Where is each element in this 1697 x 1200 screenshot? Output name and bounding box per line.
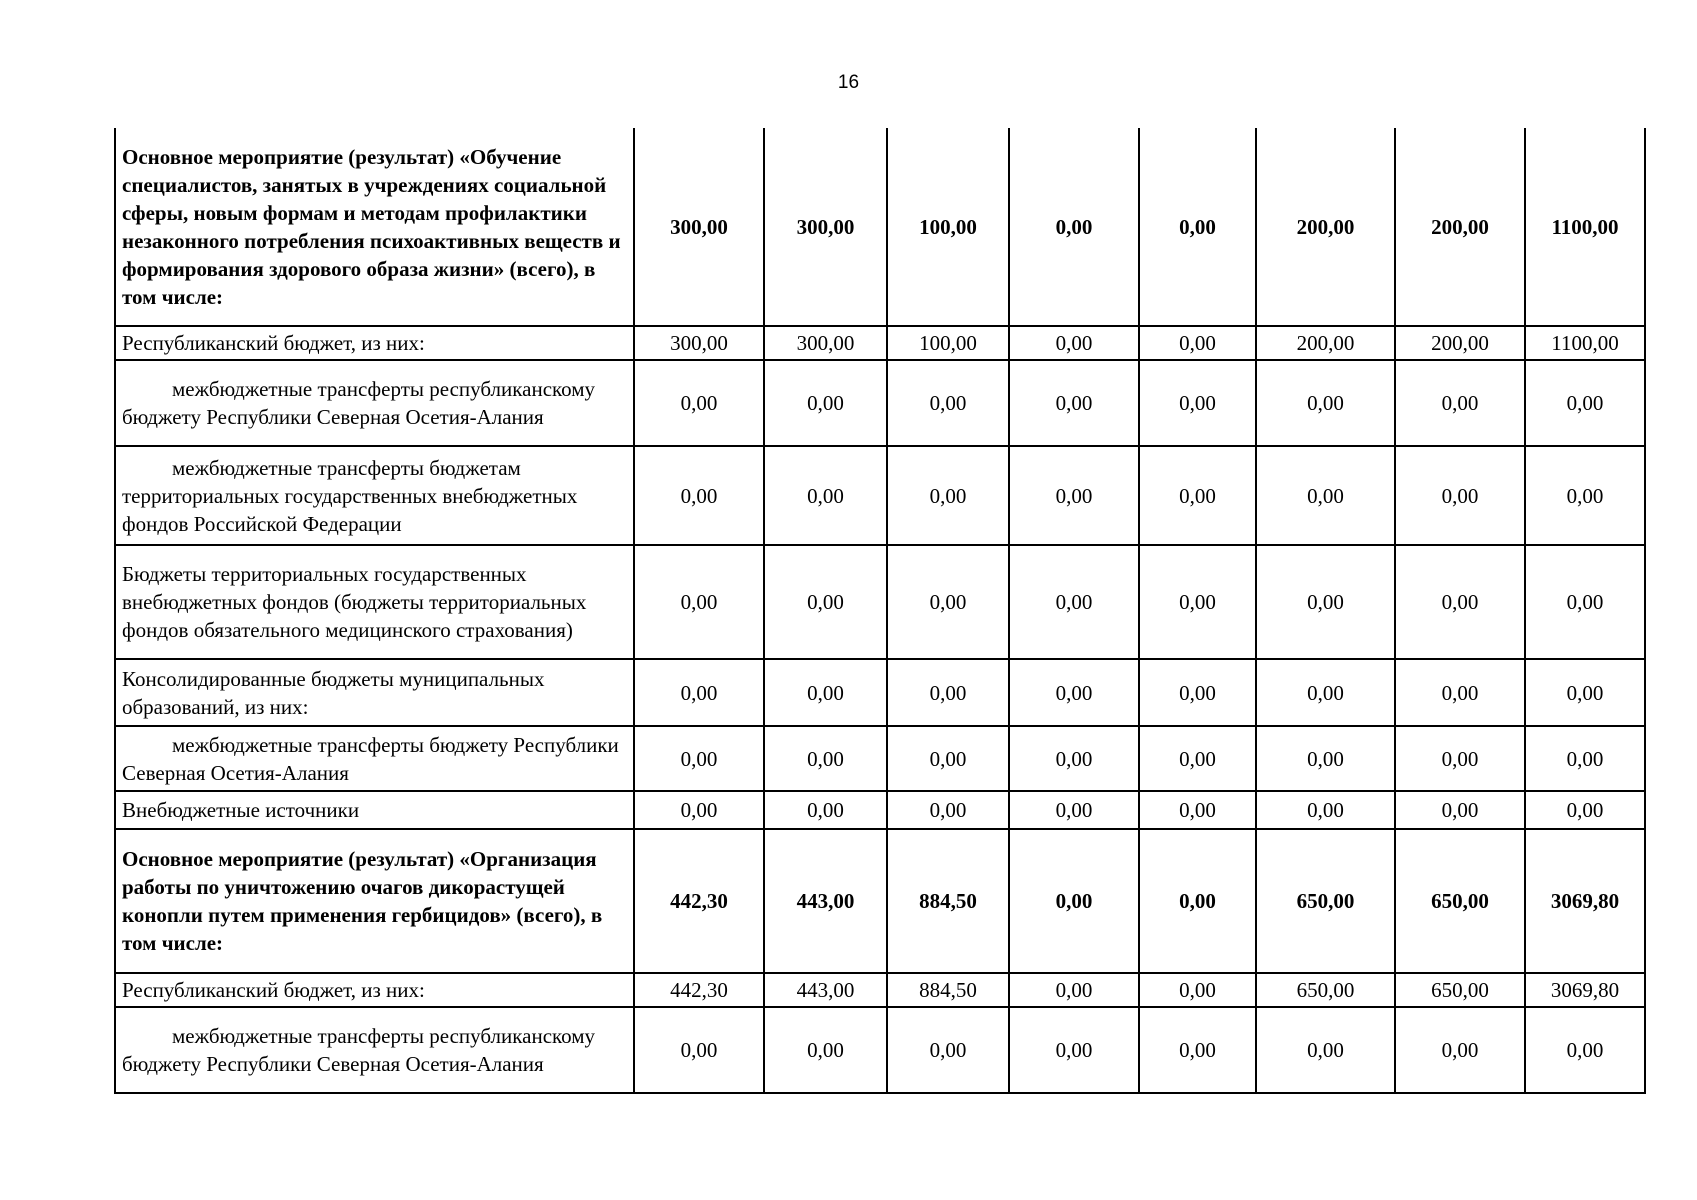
value-cell-5: 0,00 bbox=[1139, 326, 1256, 360]
value-cell-1: 300,00 bbox=[634, 128, 764, 326]
value-cell-7: 0,00 bbox=[1395, 545, 1525, 659]
table-row bbox=[115, 446, 1645, 545]
value-cell-8: 0,00 bbox=[1525, 545, 1645, 659]
value-cell-1: 0,00 bbox=[634, 360, 764, 446]
row-label: Основное мероприятие (результат) «Обучение специалистов, занятых в учреждениях социальной сферы, новым формам и методам профилактики незаконного потребления психоактивных веществ и формирования здорового образа жизни» (всего), в том числе: bbox=[115, 128, 634, 326]
value-cell-7: 0,00 bbox=[1395, 446, 1525, 545]
table-row bbox=[115, 973, 1645, 1007]
row-label: межбюджетные трансферты республиканскому бюджету Республики Северная Осетия-Алания bbox=[115, 1007, 634, 1093]
value-cell-8: 0,00 bbox=[1525, 726, 1645, 791]
value-cell-8: 1100,00 bbox=[1525, 326, 1645, 360]
value-cell-2: 0,00 bbox=[764, 791, 887, 829]
row-label: Республиканский бюджет, из них: bbox=[115, 326, 634, 360]
value-cell-4: 0,00 bbox=[1009, 360, 1139, 446]
value-cell-5: 0,00 bbox=[1139, 1007, 1256, 1093]
value-cell-5: 0,00 bbox=[1139, 446, 1256, 545]
table-row bbox=[115, 360, 1645, 446]
value-cell-1: 0,00 bbox=[634, 545, 764, 659]
table-row bbox=[115, 726, 1645, 791]
value-cell-2: 300,00 bbox=[764, 326, 887, 360]
value-cell-6: 200,00 bbox=[1256, 326, 1395, 360]
value-cell-1: 0,00 bbox=[634, 791, 764, 829]
value-cell-8: 0,00 bbox=[1525, 791, 1645, 829]
value-cell-3: 100,00 bbox=[887, 128, 1009, 326]
value-cell-3: 884,50 bbox=[887, 973, 1009, 1007]
value-cell-2: 0,00 bbox=[764, 659, 887, 726]
value-cell-2: 443,00 bbox=[764, 973, 887, 1007]
value-cell-6: 650,00 bbox=[1256, 829, 1395, 973]
value-cell-5: 0,00 bbox=[1139, 128, 1256, 326]
value-cell-6: 200,00 bbox=[1256, 128, 1395, 326]
value-cell-7: 0,00 bbox=[1395, 1007, 1525, 1093]
funding-table bbox=[114, 128, 1646, 1094]
value-cell-7: 0,00 bbox=[1395, 791, 1525, 829]
value-cell-6: 0,00 bbox=[1256, 726, 1395, 791]
table-row bbox=[115, 829, 1645, 973]
value-cell-1: 0,00 bbox=[634, 659, 764, 726]
value-cell-4: 0,00 bbox=[1009, 791, 1139, 829]
row-label: Бюджеты территориальных государственных внебюджетных фондов (бюджеты территориальных фондов обязательного медицинского страхования) bbox=[115, 545, 634, 659]
value-cell-2: 0,00 bbox=[764, 360, 887, 446]
value-cell-2: 0,00 bbox=[764, 1007, 887, 1093]
table-row bbox=[115, 128, 1645, 326]
value-cell-8: 0,00 bbox=[1525, 1007, 1645, 1093]
value-cell-3: 0,00 bbox=[887, 659, 1009, 726]
value-cell-3: 0,00 bbox=[887, 446, 1009, 545]
value-cell-8: 1100,00 bbox=[1525, 128, 1645, 326]
value-cell-3: 0,00 bbox=[887, 791, 1009, 829]
value-cell-4: 0,00 bbox=[1009, 326, 1139, 360]
value-cell-8: 0,00 bbox=[1525, 659, 1645, 726]
value-cell-8: 0,00 bbox=[1525, 360, 1645, 446]
table-body bbox=[115, 128, 1645, 1093]
value-cell-2: 0,00 bbox=[764, 726, 887, 791]
value-cell-5: 0,00 bbox=[1139, 791, 1256, 829]
value-cell-4: 0,00 bbox=[1009, 726, 1139, 791]
value-cell-5: 0,00 bbox=[1139, 726, 1256, 791]
value-cell-4: 0,00 bbox=[1009, 1007, 1139, 1093]
value-cell-5: 0,00 bbox=[1139, 659, 1256, 726]
value-cell-4: 0,00 bbox=[1009, 829, 1139, 973]
value-cell-6: 0,00 bbox=[1256, 659, 1395, 726]
value-cell-6: 0,00 bbox=[1256, 360, 1395, 446]
value-cell-8: 3069,80 bbox=[1525, 973, 1645, 1007]
value-cell-3: 0,00 bbox=[887, 1007, 1009, 1093]
value-cell-1: 0,00 bbox=[634, 726, 764, 791]
value-cell-8: 3069,80 bbox=[1525, 829, 1645, 973]
value-cell-7: 0,00 bbox=[1395, 360, 1525, 446]
value-cell-6: 650,00 bbox=[1256, 973, 1395, 1007]
value-cell-4: 0,00 bbox=[1009, 128, 1139, 326]
value-cell-1: 0,00 bbox=[634, 446, 764, 545]
row-label: межбюджетные трансферты республиканскому бюджету Республики Северная Осетия-Алания bbox=[115, 360, 634, 446]
value-cell-4: 0,00 bbox=[1009, 446, 1139, 545]
value-cell-7: 0,00 bbox=[1395, 659, 1525, 726]
value-cell-8: 0,00 bbox=[1525, 446, 1645, 545]
value-cell-5: 0,00 bbox=[1139, 973, 1256, 1007]
value-cell-6: 0,00 bbox=[1256, 446, 1395, 545]
value-cell-7: 200,00 bbox=[1395, 128, 1525, 326]
value-cell-3: 0,00 bbox=[887, 726, 1009, 791]
value-cell-6: 0,00 bbox=[1256, 545, 1395, 659]
row-label: Консолидированные бюджеты муниципальных образований, из них: bbox=[115, 659, 634, 726]
table-row bbox=[115, 326, 1645, 360]
value-cell-3: 0,00 bbox=[887, 545, 1009, 659]
value-cell-2: 300,00 bbox=[764, 128, 887, 326]
table-row bbox=[115, 1007, 1645, 1093]
row-label: Основное мероприятие (результат) «Организация работы по уничтожению очагов дикорастущей конопли путем применения гербицидов» (всего), в том числе: bbox=[115, 829, 634, 973]
row-label: межбюджетные трансферты бюджетам территориальных государственных внебюджетных фондов Российской Федерации bbox=[115, 446, 634, 545]
value-cell-7: 200,00 bbox=[1395, 326, 1525, 360]
value-cell-5: 0,00 bbox=[1139, 545, 1256, 659]
value-cell-2: 0,00 bbox=[764, 446, 887, 545]
row-label: Внебюджетные источники bbox=[115, 791, 634, 829]
table-row bbox=[115, 545, 1645, 659]
page-number: 16 bbox=[837, 72, 860, 93]
value-cell-1: 442,30 bbox=[634, 973, 764, 1007]
value-cell-7: 650,00 bbox=[1395, 973, 1525, 1007]
table-row bbox=[115, 791, 1645, 829]
value-cell-4: 0,00 bbox=[1009, 545, 1139, 659]
value-cell-7: 650,00 bbox=[1395, 829, 1525, 973]
value-cell-6: 0,00 bbox=[1256, 791, 1395, 829]
value-cell-3: 100,00 bbox=[887, 326, 1009, 360]
value-cell-5: 0,00 bbox=[1139, 360, 1256, 446]
row-label: межбюджетные трансферты бюджету Республики Северная Осетия-Алания bbox=[115, 726, 634, 791]
table-row bbox=[115, 659, 1645, 726]
value-cell-4: 0,00 bbox=[1009, 973, 1139, 1007]
value-cell-3: 884,50 bbox=[887, 829, 1009, 973]
value-cell-7: 0,00 bbox=[1395, 726, 1525, 791]
value-cell-3: 0,00 bbox=[887, 360, 1009, 446]
row-label: Республиканский бюджет, из них: bbox=[115, 973, 634, 1007]
value-cell-4: 0,00 bbox=[1009, 659, 1139, 726]
value-cell-6: 0,00 bbox=[1256, 1007, 1395, 1093]
value-cell-2: 443,00 bbox=[764, 829, 887, 973]
value-cell-2: 0,00 bbox=[764, 545, 887, 659]
value-cell-5: 0,00 bbox=[1139, 829, 1256, 973]
value-cell-1: 442,30 bbox=[634, 829, 764, 973]
value-cell-1: 0,00 bbox=[634, 1007, 764, 1093]
value-cell-1: 300,00 bbox=[634, 326, 764, 360]
